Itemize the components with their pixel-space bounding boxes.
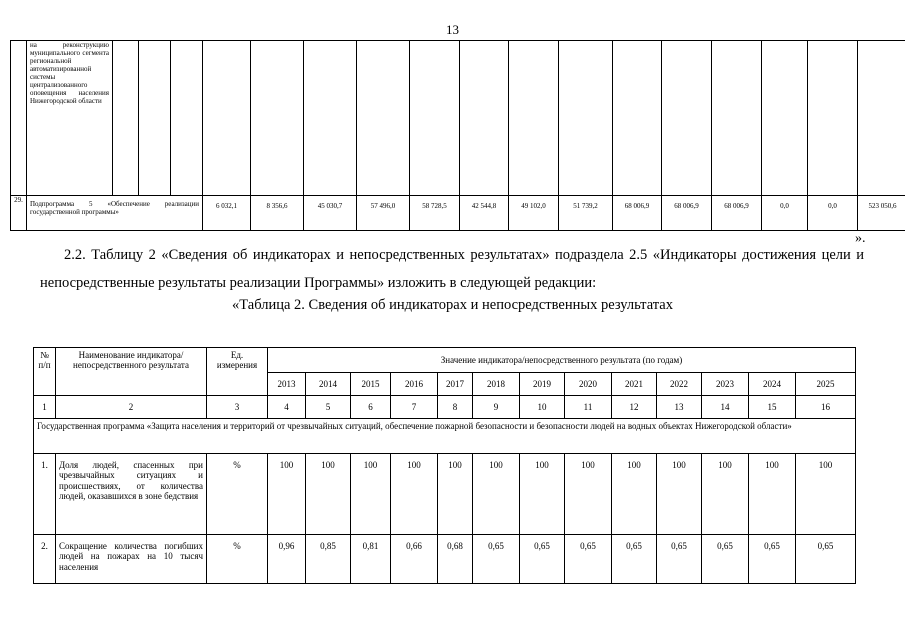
cell-value: 8 356,6	[251, 196, 304, 231]
cell-value: 100	[796, 454, 856, 535]
cell-value: 0,65	[702, 535, 749, 584]
header-num: № п/п	[34, 348, 56, 396]
cell-value: 523 050,6	[858, 196, 905, 231]
cell-value: 68 006,9	[662, 196, 712, 231]
cell-value: 0,65	[565, 535, 612, 584]
year-cell: 2017	[438, 373, 473, 396]
year-cell: 2020	[565, 373, 612, 396]
table-row	[34, 454, 856, 535]
cell-value: 51 739,2	[559, 196, 613, 231]
cell-value: 0,96	[268, 535, 306, 584]
program-row	[34, 419, 856, 454]
year-cell: 2016	[391, 373, 438, 396]
year-cell: 2015	[351, 373, 391, 396]
row-number: 1.	[34, 454, 56, 535]
year-cell: 2014	[306, 373, 351, 396]
cell-value: 0,0	[808, 196, 858, 231]
year-cell: 2024	[749, 373, 796, 396]
cell-value: 0,65	[657, 535, 702, 584]
index-cell: 4	[268, 396, 306, 419]
year-cell: 2022	[657, 373, 702, 396]
row-number: 29.	[11, 196, 27, 231]
cell-value: 6 032,1	[203, 196, 251, 231]
header-values-group: Значение индикатора/непосредственного результата (по годам)	[268, 348, 856, 373]
cell-value: 45 030,7	[304, 196, 357, 231]
paragraph-text: 2.2. Таблицу 2 «Сведения об индикаторах и непосредственных результатах» подраздела 2.5 «Индикаторы достижения цели и непосредственные результаты реализации Программы» изложить в следующей редакции:	[40, 247, 864, 291]
index-cell: 16	[796, 396, 856, 419]
index-cell: 2	[56, 396, 207, 419]
cell-value: 100	[749, 454, 796, 535]
program-title: Государственная программа «Защита населения и территорий от чрезвычайных ситуаций, обеспечение пожарной безопасности и безопасности людей на водных объектах Нижегородской области»	[34, 419, 856, 454]
cell-value: 100	[351, 454, 391, 535]
closing-quote: ».	[855, 231, 866, 246]
index-cell: 6	[351, 396, 391, 419]
cell-value: 0,65	[473, 535, 520, 584]
cell-value: 68 006,9	[712, 196, 762, 231]
cell-value: 100	[473, 454, 520, 535]
cell-value: 100	[268, 454, 306, 535]
cell-value: 100	[657, 454, 702, 535]
cell-value: 0,66	[391, 535, 438, 584]
table-row	[11, 196, 905, 231]
index-cell: 11	[565, 396, 612, 419]
index-cell: 14	[702, 396, 749, 419]
indicator-name: Сокращение количества погибших людей на пожарах на 10 тысяч населения	[56, 535, 207, 584]
cell-value: 0,81	[351, 535, 391, 584]
cell-value: 0,65	[796, 535, 856, 584]
index-cell: 7	[391, 396, 438, 419]
index-cell: 3	[207, 396, 268, 419]
cell-value: 100	[612, 454, 657, 535]
table-row	[11, 41, 905, 196]
cell-value: 100	[702, 454, 749, 535]
cell-value: 57 496,0	[357, 196, 410, 231]
index-cell: 8	[438, 396, 473, 419]
cell-value: 100	[565, 454, 612, 535]
page-number: 13	[446, 22, 459, 37]
budget-table-continuation	[10, 40, 905, 231]
index-cell: 1	[34, 396, 56, 419]
cell-value: 0,65	[612, 535, 657, 584]
cell-value: 0,65	[520, 535, 565, 584]
cell-value: 100	[520, 454, 565, 535]
year-cell: 2021	[612, 373, 657, 396]
cell-value: 0,65	[749, 535, 796, 584]
table-row	[34, 535, 856, 584]
header-unit: Ед. измерения	[207, 348, 268, 396]
cell-value: 100	[306, 454, 351, 535]
year-cell: 2019	[520, 373, 565, 396]
index-cell: 13	[657, 396, 702, 419]
indicator-unit: %	[207, 454, 268, 535]
header-name: Наименование индикатора/непосредственного результата	[56, 348, 207, 396]
index-cell: 9	[473, 396, 520, 419]
cell-value: 0,0	[762, 196, 808, 231]
row-name: Подпрограмма 5 «Обеспечение реализации государственной программы»	[27, 196, 203, 231]
year-cell: 2018	[473, 373, 520, 396]
cell-value: 58 728,5	[410, 196, 460, 231]
indicators-table	[33, 347, 856, 584]
cell-value: 0,85	[306, 535, 351, 584]
header-row	[34, 348, 856, 373]
index-cell: 15	[749, 396, 796, 419]
row-number: 2.	[34, 535, 56, 584]
year-cell: 2023	[702, 373, 749, 396]
indicator-name: Доля людей, спасенных при чрезвычайных ситуациях и происшествиях, от количества людей, оказавшихся в зоне бедствия	[56, 454, 207, 535]
indicator-unit: %	[207, 535, 268, 584]
cell-value: 49 102,0	[509, 196, 559, 231]
cell-value: 42 544,8	[460, 196, 509, 231]
table-heading: «Таблица 2. Сведения об индикаторах и непосредственных результатах	[232, 297, 673, 313]
cell-value: 100	[391, 454, 438, 535]
index-cell: 5	[306, 396, 351, 419]
year-cell: 2025	[796, 373, 856, 396]
index-cell: 10	[520, 396, 565, 419]
column-index-row	[34, 396, 856, 419]
cell-value: 0,68	[438, 535, 473, 584]
row-continuation-text: на реконструкцию муниципального сегмента региональной автоматизированной системы централизованного оповещения населения Нижегородской области	[27, 41, 113, 196]
year-cell: 2013	[268, 373, 306, 396]
cell-value: 100	[438, 454, 473, 535]
cell-value: 68 006,9	[613, 196, 662, 231]
index-cell: 12	[612, 396, 657, 419]
